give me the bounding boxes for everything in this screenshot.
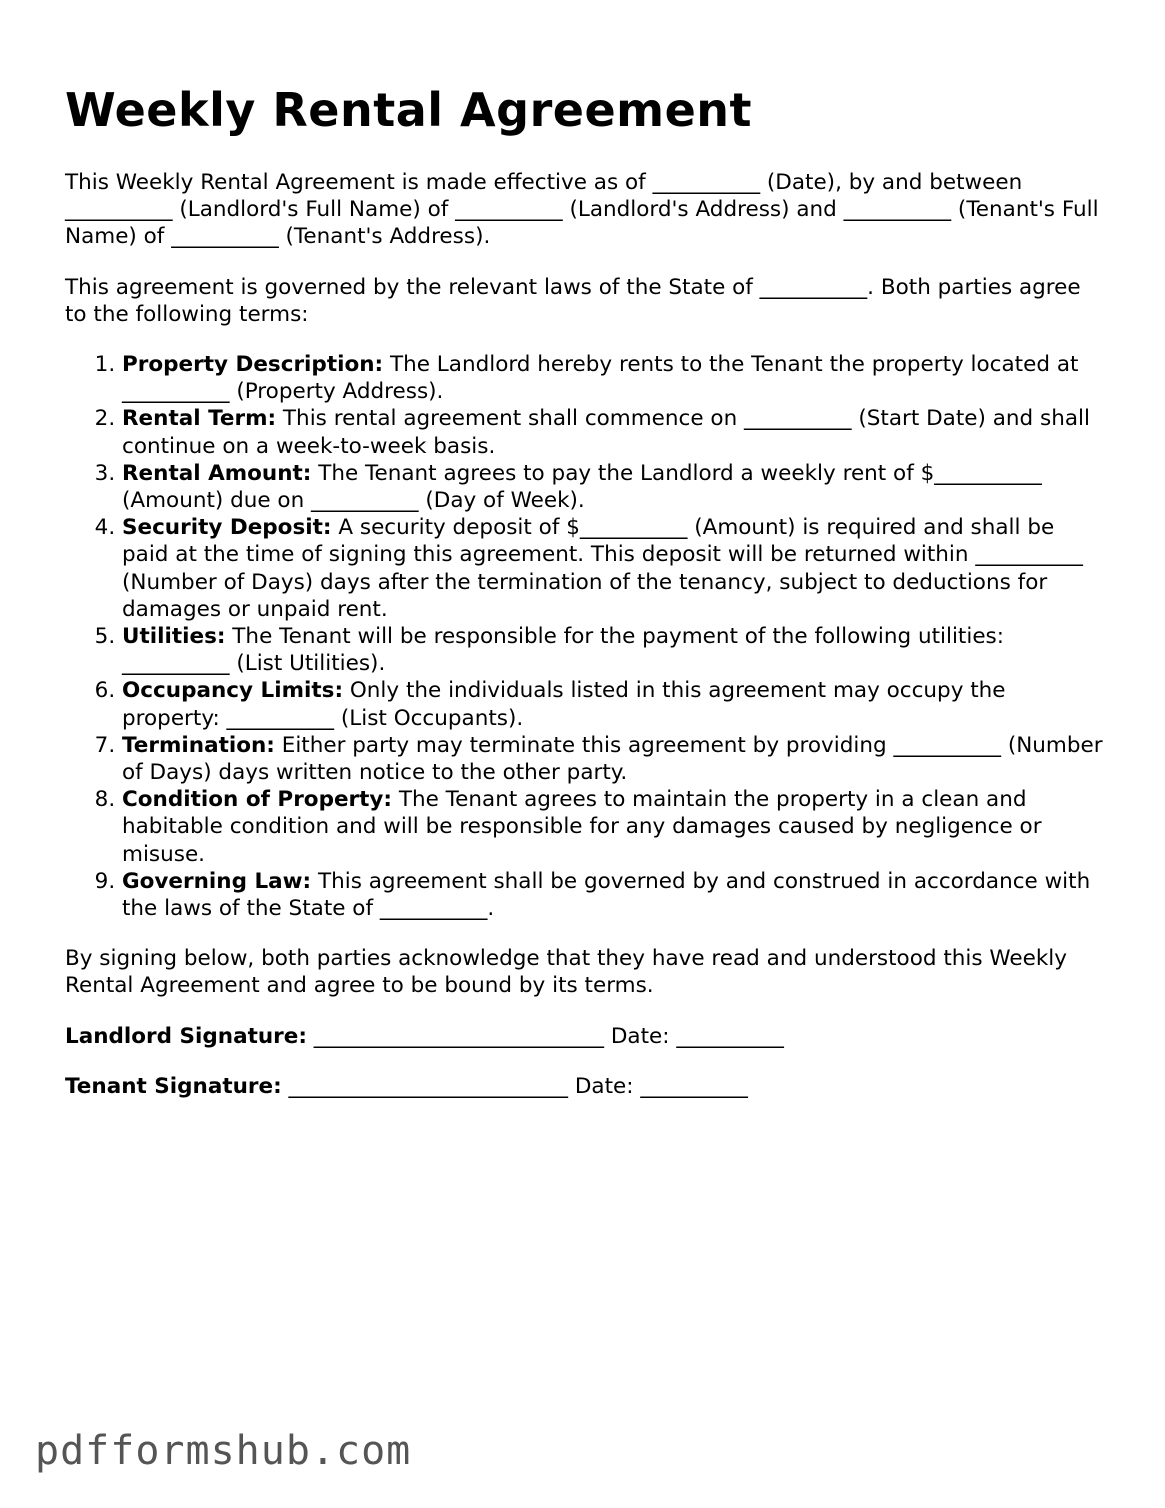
list-item — [122, 677, 1105, 731]
list-item — [122, 405, 1105, 459]
term-text: Either party may terminate this agreement by providing __________ (Number of Days) days written notice to the other party. — [122, 732, 1103, 786]
terms-list — [65, 351, 1105, 922]
term-heading: Termination: — [122, 732, 275, 758]
closing-paragraph: By signing below, both parties acknowledge that they have read and understood this Weekly Rental Agreement and agree to be bound by its terms. — [65, 946, 1067, 999]
term-heading: Security Deposit: — [122, 515, 332, 541]
term-heading: Condition of Property: — [122, 787, 393, 813]
term-heading: Occupancy Limits: — [122, 678, 344, 704]
tenant-signature-label: Tenant Signature: — [65, 1073, 282, 1099]
term-heading: Property Description: — [122, 352, 384, 378]
term-heading: Rental Term: — [122, 406, 277, 432]
term-text: The Tenant agrees to pay the Landlord a weekly rent of $__________ (Amount) due on __________ (Day of Week). — [122, 460, 1042, 514]
list-item — [122, 868, 1105, 922]
list-item — [122, 351, 1105, 405]
term-text: The Tenant agrees to maintain the property in a clean and habitable condition and will be responsible for any damages caused by negligence or misuse. — [122, 787, 1042, 867]
watermark: pdfformshub.com — [35, 1428, 412, 1474]
document-title: Weekly Rental Agreement — [65, 83, 753, 137]
list-item — [122, 732, 1105, 786]
term-heading: Utilities: — [122, 624, 226, 650]
landlord-signature-line — [65, 1023, 1105, 1050]
term-text: The Tenant will be responsible for the payment of the following utilities: __________ (List Utilities). — [122, 624, 1004, 677]
term-text: The Landlord hereby rents to the Tenant the property located at __________ (Property Address). — [122, 352, 1079, 405]
list-item — [122, 623, 1105, 677]
list-item — [122, 460, 1105, 514]
term-text: This agreement shall be governed by and construed in accordance with the laws of the State of __________. — [122, 868, 1091, 922]
term-text: Only the individuals listed in this agreement may occupy the property: __________ (List Occupants). — [122, 678, 1006, 731]
term-text: A security deposit of $__________ (Amount) is required and shall be paid at the time of signing this agreement. This deposit will be returned within __________ (Number of Days) days after the termination of the tenancy, subject to deductions for damages or unpaid rent. — [122, 515, 1083, 622]
document-page — [65, 80, 1105, 1100]
tenant-signature-line — [65, 1073, 1105, 1100]
landlord-signature-label: Landlord Signature: — [65, 1023, 307, 1049]
list-item — [122, 786, 1105, 868]
term-text: This rental agreement shall commence on __________ (Start Date) and shall continue on a week-to-week basis. — [122, 406, 1090, 459]
landlord-signature-blank: ___________________________ Date: __________ — [306, 1023, 784, 1049]
tenant-signature-blank: __________________________ Date: __________ — [281, 1073, 748, 1099]
governing-intro-paragraph: This agreement is governed by the relevant laws of the State of __________. Both parties agree to the following terms: — [65, 274, 1081, 327]
term-heading: Rental Amount: — [122, 460, 312, 486]
intro-paragraph: This Weekly Rental Agreement is made effective as of __________ (Date), by and between __________ (Landlord's Full Name) of __________ (Landlord's Address) and __________ (Tenant's Full Name) of __________ (Tenant's Address). — [65, 170, 1099, 250]
list-item — [122, 514, 1105, 623]
term-heading: Governing Law: — [122, 868, 312, 894]
